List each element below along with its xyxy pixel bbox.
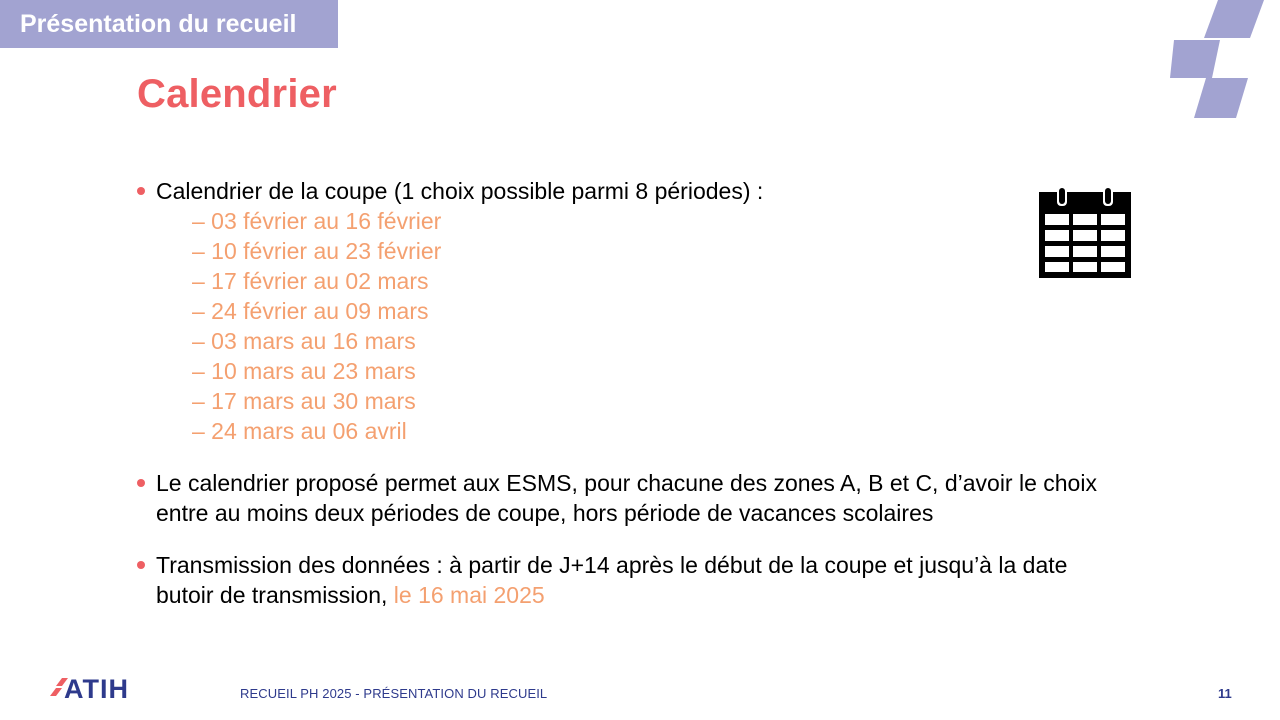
bullet-dot	[137, 187, 145, 195]
bullet-esms	[137, 468, 1197, 528]
period-item: – 10 mars au 23 mars	[192, 358, 416, 384]
page-number: 11	[1218, 686, 1232, 701]
bullet-text-line: Le calendrier proposé permet aux ESMS, pour chacune des zones A, B et C, d’avoir le choix	[156, 470, 1097, 496]
period-item: – 17 mars au 30 mars	[192, 388, 416, 414]
bullet-calendar	[137, 176, 1197, 206]
section-header-label: Présentation du recueil	[20, 9, 297, 38]
bullet-dot	[137, 561, 145, 569]
bullet-transmission	[137, 550, 1197, 610]
bullet-text: Calendrier de la coupe (1 choix possible parmi 8 périodes) :	[156, 178, 764, 204]
bullet-dot	[137, 479, 145, 487]
bullet-text-line	[156, 580, 1197, 610]
bullet-text-line: Transmission des données : à partir de J+14 après le début de la coupe et jusqu’à la date	[156, 552, 1068, 578]
slide-content	[137, 176, 1197, 610]
period-item: – 17 février au 02 mars	[192, 268, 429, 294]
bullet-text-prefix: butoir de transmission,	[156, 582, 394, 608]
deadline-date: le 16 mai 2025	[393, 582, 545, 608]
period-list	[137, 206, 1197, 446]
period-item: – 24 février au 09 mars	[192, 298, 429, 324]
period-item: – 03 mars au 16 mars	[192, 328, 416, 354]
section-header	[0, 0, 338, 48]
atih-logo-text: ATIH	[64, 674, 129, 700]
corner-decoration	[1166, 0, 1280, 120]
page-title: Calendrier	[137, 72, 337, 116]
bullet-text-line: entre au moins deux périodes de coupe, hors période de vacances scolaires	[156, 500, 934, 526]
period-item: – 10 février au 23 février	[192, 238, 442, 264]
period-item: – 03 février au 16 février	[192, 208, 442, 234]
period-item: – 24 mars au 06 avril	[192, 418, 407, 444]
footer-caption: RECUEIL PH 2025 - PRÉSENTATION DU RECUEIL	[240, 686, 548, 701]
atih-logo	[50, 674, 150, 700]
